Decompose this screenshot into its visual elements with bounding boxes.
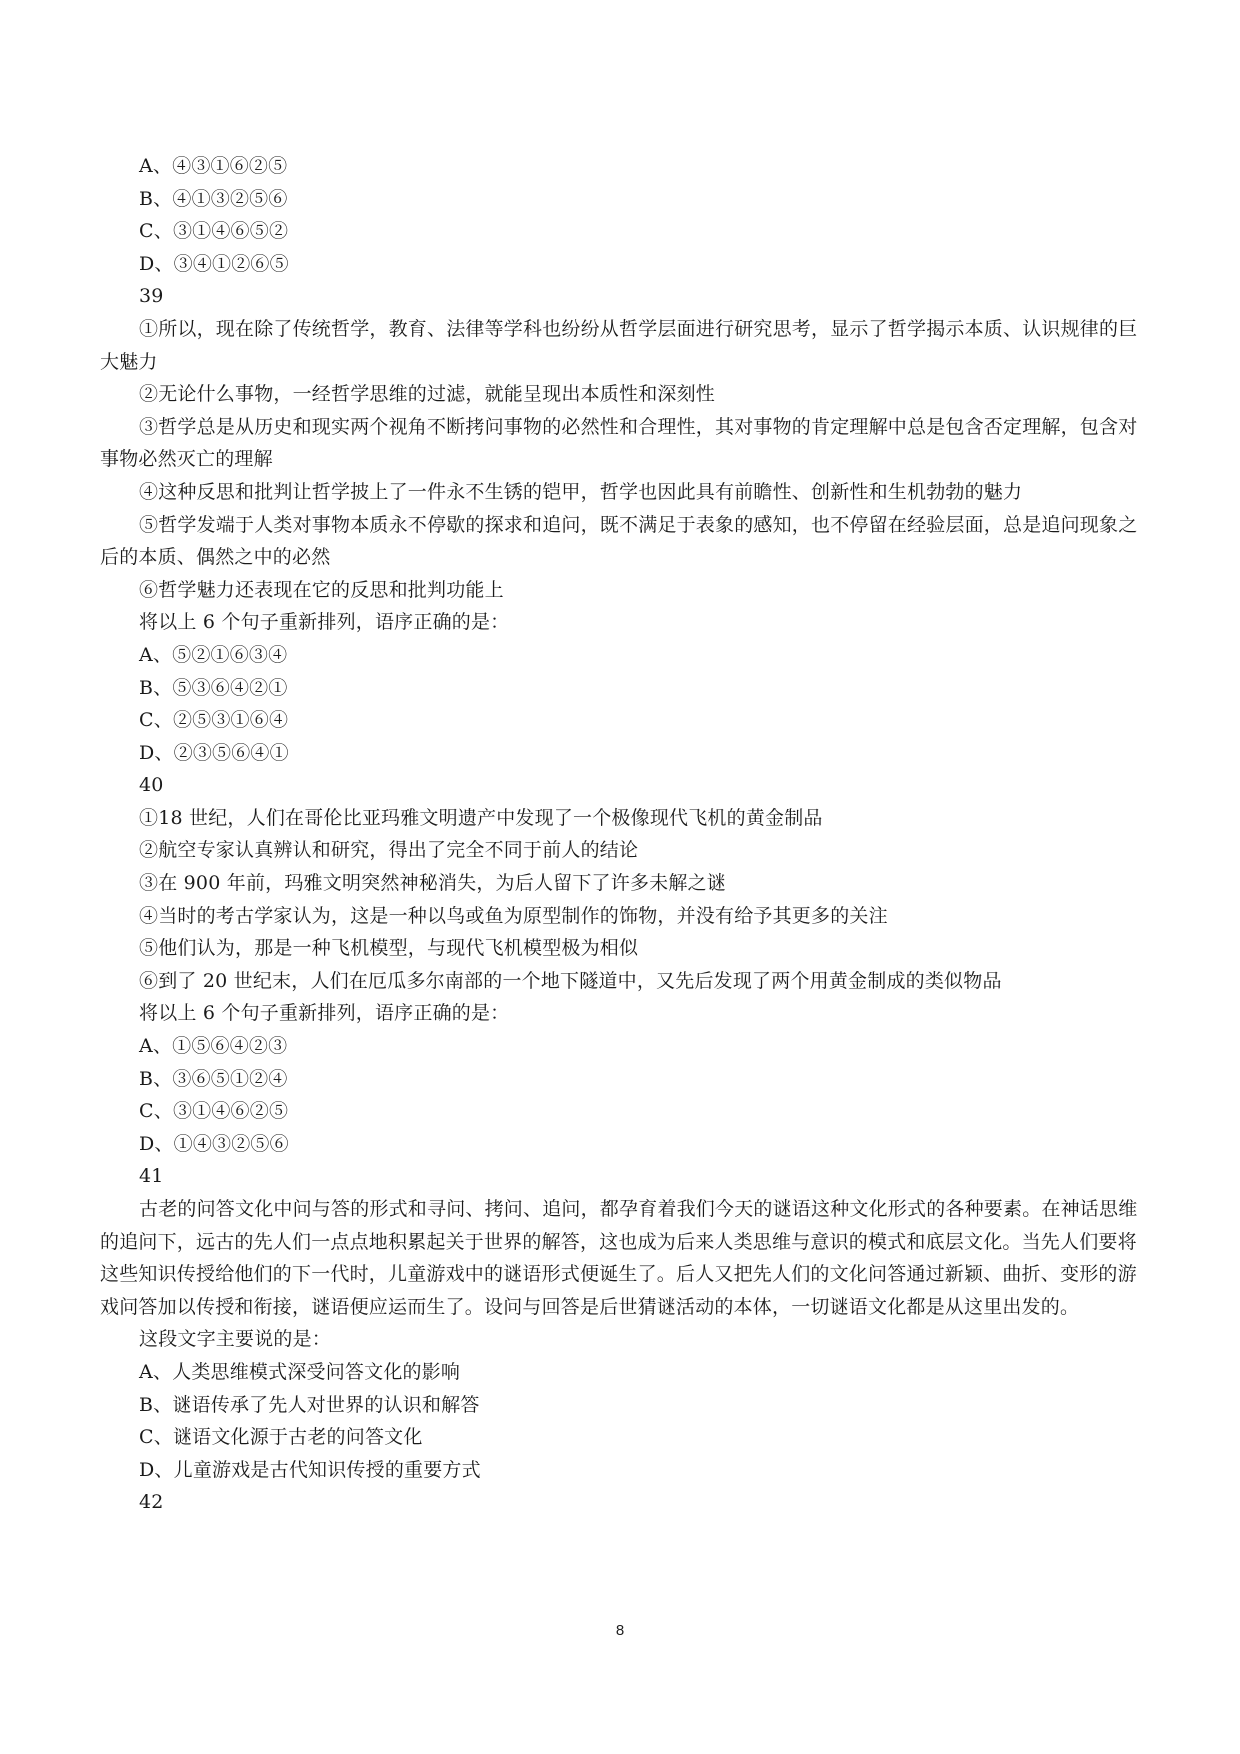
q40-option-a: A、①⑤⑥④②③ bbox=[139, 1035, 288, 1058]
q40-sentence-4: ④当时的考古学家认为，这是一种以鸟或鱼为原型制作的饰物，并没有给予其更多的关注 bbox=[139, 904, 888, 927]
q39-sentence-6: ⑥哲学魅力还表现在它的反思和批判功能上 bbox=[139, 578, 504, 601]
q39-number: 39 bbox=[139, 285, 164, 308]
q41-number: 41 bbox=[139, 1165, 164, 1188]
page-number: 8 bbox=[615, 1622, 625, 1639]
q39-sentence-1: ①所以，现在除了传统哲学，教育、法律等学科也纷纷从哲学层面进行研究思考，显示了哲学揭示本质、认识规律的巨大魅力 bbox=[100, 317, 1138, 373]
q39-prompt: 将以上 6 个句子重新排列，语序正确的是： bbox=[139, 611, 510, 634]
q38-option-d: D、③④①②⑥⑤ bbox=[139, 252, 289, 275]
q39-sentence-2: ②无论什么事物，一经哲学思维的过滤，就能呈现出本质性和深刻性 bbox=[139, 383, 716, 406]
q40-option-d: D、①④③②⑤⑥ bbox=[139, 1132, 289, 1155]
q40-option-c: C、③①④⑥②⑤ bbox=[139, 1100, 289, 1123]
q38-option-b: B、④①③②⑤⑥ bbox=[139, 187, 288, 210]
q38-option-c: C、③①④⑥⑤② bbox=[139, 220, 289, 243]
q40-number: 40 bbox=[139, 774, 164, 797]
q39-option-a: A、⑤②①⑥③④ bbox=[139, 643, 288, 666]
page-content bbox=[100, 150, 1145, 1519]
q40-sentence-1: ①18 世纪，人们在哥伦比亚玛雅文明遗产中发现了一个极像现代飞机的黄金制品 bbox=[139, 806, 823, 829]
q41-option-d: D、儿童游戏是古代知识传授的重要方式 bbox=[139, 1458, 481, 1481]
q40-sentence-5: ⑤他们认为，那是一种飞机模型，与现代飞机模型极为相似 bbox=[139, 937, 639, 960]
q39-sentence-5: ⑤哲学发端于人类对事物本质永不停歇的探求和追问，既不满足于表象的感知，也不停留在经验层面，总是追问现象之后的本质、偶然之中的必然 bbox=[100, 513, 1138, 569]
q38-option-a: A、④③①⑥②⑤ bbox=[139, 155, 288, 177]
q41-option-c: C、谜语文化源于古老的问答文化 bbox=[139, 1426, 423, 1449]
q41-option-b: B、谜语传承了先人对世界的认识和解答 bbox=[139, 1393, 480, 1416]
q40-prompt: 将以上 6 个句子重新排列，语序正确的是： bbox=[139, 1002, 510, 1025]
q39-sentence-4: ④这种反思和批判让哲学披上了一件永不生锈的铠甲，哲学也因此具有前瞻性、创新性和生机勃勃的魅力 bbox=[139, 480, 1023, 503]
q41-option-a: A、人类思维模式深受问答文化的影响 bbox=[139, 1360, 461, 1383]
q39-option-b: B、⑤③⑥④②① bbox=[139, 676, 288, 699]
q40-sentence-2: ②航空专家认真辨认和研究，得出了完全不同于前人的结论 bbox=[139, 839, 639, 862]
q41-passage: 古老的问答文化中问与答的形式和寻问、拷问、追问，都孕育着我们今天的谜语这种文化形式的各种要素。在神话思维的追问下，远古的先人们一点点地积累起关于世界的解答，这也成为后来人类思维与意识的模式和底层文化。当先人们要将这些知识传授给他们的下一代时，儿童游戏中的谜语形式便诞生了。后人又把先人们的文化问答通过新颖、曲折、变形的游戏问答加以传授和衔接，谜语便应运而生了。设问与回答是后世猜谜活动的本体，一切谜语文化都是从这里出发的。 bbox=[100, 1198, 1138, 1318]
q40-sentence-3: ③在 900 年前，玛雅文明突然神秘消失，为后人留下了许多未解之谜 bbox=[139, 872, 726, 895]
q39-sentence-3: ③哲学总是从历史和现实两个视角不断拷问事物的必然性和合理性，其对事物的肯定理解中总是包含否定理解，包含对事物必然灭亡的理解 bbox=[100, 415, 1138, 471]
q39-option-c: C、②⑤③①⑥④ bbox=[139, 709, 289, 732]
q41-prompt: 这段文字主要说的是： bbox=[139, 1328, 332, 1351]
q40-sentence-6: ⑥到了 20 世纪末，人们在厄瓜多尔南部的一个地下隧道中，又先后发现了两个用黄金制成的类似物品 bbox=[139, 969, 1002, 992]
q39-option-d: D、②③⑤⑥④① bbox=[139, 741, 289, 764]
q42-number: 42 bbox=[139, 1491, 164, 1514]
q40-option-b: B、③⑥⑤①②④ bbox=[139, 1067, 288, 1090]
